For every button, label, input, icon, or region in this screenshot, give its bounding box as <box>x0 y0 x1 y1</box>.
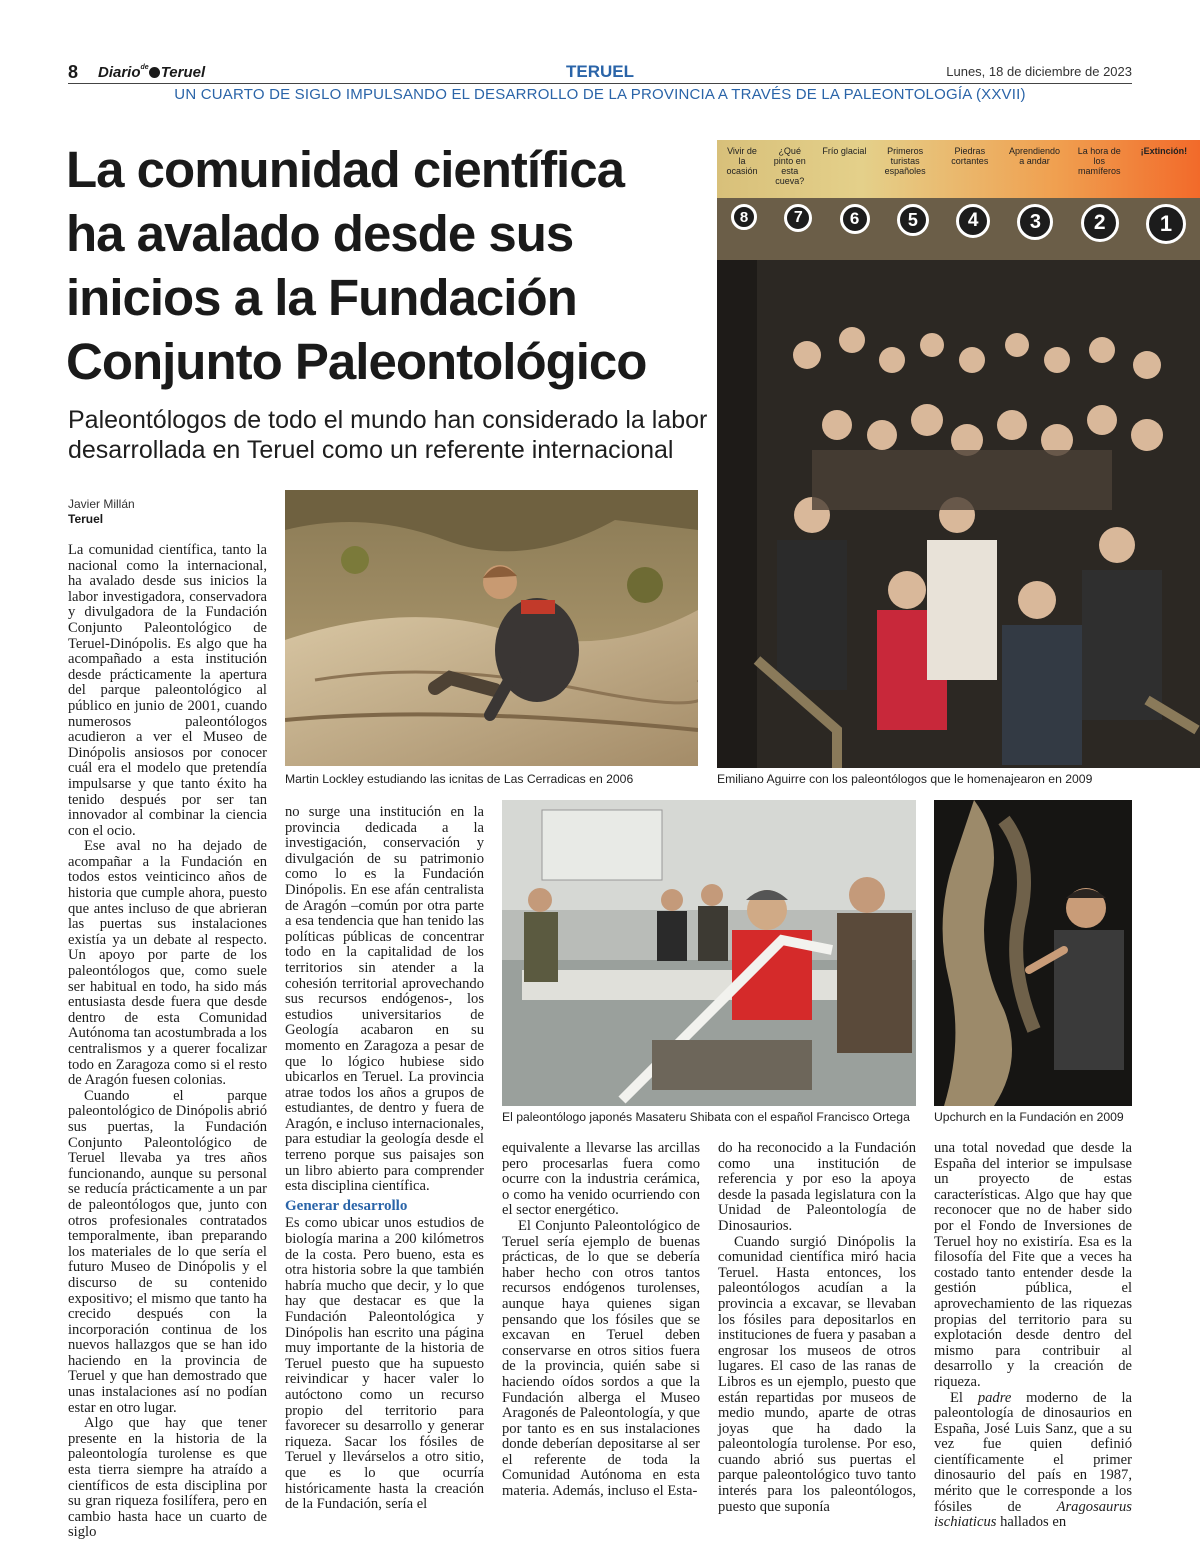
photo-shibata <box>502 800 916 1106</box>
column-3 <box>502 1141 700 1500</box>
paragraph: Ese aval no ha dejado de acompañar a la Fundación en todos estos veinticinco años de historia que cumple ahora, puesto que antes incluso de que abrieran las puertas sus instalaciones existía ya un debate al respecto. Un apoyo por parte de los paleontólogos que, como suele ser habitual en todo, ha sido más entusiasta desde fuera que desde dentro de esta Comunidad Autónoma tan acostumbrada a los centralismos y a querer focalizar todo en Zaragoza como si el resto de Aragón fuesen colonias. <box>68 838 267 1089</box>
species-name: Aragosaurus ischiaticus <box>934 1498 1132 1531</box>
column-1 <box>68 543 267 1541</box>
paragraph: Cuando surgió Dinópolis la comunidad científica miró hacia Teruel. Hasta entonces, los paleontólogos acudían a la provincia a excavar, se llevaban los fósiles para depositarlos en instituciones de fuera y pasaban a engrosar los museos de otros lugares. El caso de las ranas de Libros es un ejemplo, puesto que están repartidas por museos de medio mundo, aparte de otras joyas que ha dado la paleontología turolense. Por eso, cuando abrió sus puertas el parque paleontológico tuvo tanto interés para los paleontólogos, puesto que suponía <box>718 1233 916 1515</box>
series-title: UN CUARTO DE SIGLO IMPULSANDO EL DESARROLLO DE LA PROVINCIA A TRAVÉS DE LA PALEONTOLOGÍA (XXVII) <box>174 86 1026 103</box>
photo-upchurch <box>934 800 1132 1106</box>
subhead-generar-desarrollo: Generar desarrollo <box>285 1197 408 1214</box>
paragraph: La comunidad científica, tanto la nacional como la internacional, ha avalado desde sus inicios la labor investigadora, conservadora y divulgadora de la Fundación Conjunto Paleontológico de Teruel-Dinópolis. Es algo que ha acompañado a esta institución desde prácticamente la apertura del parque paleontológico al público en junio de 2001, cuando numerosos paleontólogos acudieron a ver el Museo de Dinópolis ansiosos por conocer cuál era el modelo que pretendía impulsarse y que tanto éxito ha tenido después por ser tan innovador al combinar la ciencia con el ocio. <box>68 542 267 839</box>
column-5 <box>934 1141 1132 1531</box>
photo-shibata-illustration <box>502 800 916 1106</box>
timeline-label-3: Aprendiendo a andar <box>1008 146 1061 166</box>
location: Teruel <box>68 512 104 526</box>
photo-lockley <box>285 490 698 766</box>
timeline-label-6: Frío glacial <box>822 146 867 156</box>
timeline-number-7: 7 <box>784 204 812 232</box>
paragraph: Cuando el parque paleontológico de Dinópolis abrió sus puertas, la Fundación Conjunto Paleontológico de Teruel llevaba ya tres años funcionando, aunque su personal se reducía prácticamente a un par de paleontólogos que, junto con otros profesionales contratados temporalmente, iban preparando los materiales de lo que sería el futuro Museo de Dinópolis y el discurso de su contenido expositivo; el mismo que tanto ha crecido después con la incorporación continua de los nuevos hallazgos que se han ido haciendo en la provincia de Teruel y que han demostrado que unas instalaciones así no podían estar en otro lugar. <box>68 1087 268 1416</box>
timeline-number-1: 1 <box>1146 204 1186 244</box>
timeline-label-7: ¿Qué pinto en esta cueva? <box>773 146 806 186</box>
caption-shibata: El paleontólogo japonés Masateru Shibata con el español Francisco Ortega <box>502 1110 910 1124</box>
headline: La comunidad científica ha avalado desde sus inicios a la Fundación Conjunto Paleontológico <box>66 141 647 390</box>
timeline-label-5: Primeros turistas españoles <box>884 146 926 176</box>
column-4 <box>718 1141 916 1515</box>
caption-aguirre: Emiliano Aguirre con los paleontólogos que le homenajearon en 2009 <box>717 772 1093 786</box>
photo-upchurch-illustration <box>934 800 1132 1106</box>
paragraph: no surge una institución en la provincia dedicada a la investigación, conservación y divulgación de su patrimonio como lo es la Fundación Dinópolis. En ese afán centralista de Aragón –común por otra parte a esa tendencia que han tenido las políticas públicas de concentrar todo en la capitalidad de los territorios sin atender a la cohesión territorial aprovechando sus recursos endógenos-, los estudios universitarios de Geología acabaron en su momento en Zaragoza a pesar de que lo lógico hubiese sido ubicarlos en Teruel. La provincia atrae todos los años a grupos de estudiantes, de dentro y fuera de Aragón, e incluso internacionales, para estudiar la geología desde el terreno porque sus paisajes son un libro abierto para comprender esta disciplina científica. <box>285 804 484 1195</box>
timeline-number-8: 8 <box>731 204 757 230</box>
group-illustration <box>717 260 1200 768</box>
timeline-numbers <box>717 204 1200 254</box>
paragraph: do ha reconocido a la Fundación como una institución de referencia y por eso la apoya desde la pasada legislatura con la Unidad de Paleontología de Dinosaurios. <box>718 1140 916 1234</box>
timeline-number-4: 4 <box>956 204 990 238</box>
logo-prefix: Diario <box>98 64 141 81</box>
author: Javier Millán <box>68 497 135 511</box>
section-label: TERUEL <box>566 62 634 81</box>
logo-name: Teruel <box>160 64 206 81</box>
timeline-label-1: ¡Extinción! <box>1140 146 1188 156</box>
paragraph: Algo que hay que tener presente en la historia de la paleontología turolense es que esta tierra siempre ha atraído a científicos de esta disciplina por su gran riqueza fosilífera, pero en cambio hasta hace un cuarto de siglo <box>68 1415 267 1541</box>
photo-lockley-illustration <box>285 490 698 766</box>
timeline-label-4: Piedras cortantes <box>951 146 989 166</box>
logo-de: de <box>140 64 149 71</box>
timeline-number-6: 6 <box>840 204 870 234</box>
paragraph <box>934 1391 1132 1531</box>
timeline-banner <box>717 140 1200 260</box>
photo-aguirre <box>717 140 1200 768</box>
text-run: moderno de la paleontología de dinosaurios en España, José Luis Sanz, que a su vez fue quien definió científicamente el primer dinosaurio del país en 1987, mérito que le corresponde a los fósiles de <box>934 1389 1132 1515</box>
timeline-number-2: 2 <box>1081 204 1119 242</box>
timeline-label-2: La hora de los mamíferos <box>1077 146 1121 176</box>
timeline-number-3: 3 <box>1017 204 1053 240</box>
timeline-label-8: Vivir de la ocasión <box>726 146 758 176</box>
header-rule <box>68 83 1132 84</box>
text-run: hallados en <box>996 1514 1067 1531</box>
timeline-number-5: 5 <box>897 204 929 236</box>
text-run-italic: padre <box>977 1389 1012 1406</box>
issue-date: Lunes, 18 de diciembre de 2023 <box>946 64 1132 79</box>
caption-lockley: Martin Lockley estudiando las icnitas de Las Cerradicas en 2006 <box>285 772 634 786</box>
page-number: 8 <box>68 62 79 82</box>
text-run: El <box>950 1389 978 1406</box>
caption-upchurch: Upchurch en la Fundación en 2009 <box>934 1110 1124 1124</box>
column-2 <box>285 805 484 1513</box>
paragraph: una total novedad que desde la España del interior se impulsase un proyecto de estas características. Algo que hay que reconocer que no de haber sido por el Fondo de Inversiones de Teruel hoy no existiría. Esa es la filosofía del Fite que a veces ha costado tanto entender desde la gestión pública, el aprovechamiento de las riquezas propias del territorio para su explotación desde dentro del mismo para contribuir al desarrollo y la creación de riqueza. <box>934 1140 1132 1390</box>
paragraph: Es como ubicar unos estudios de biología marina a 200 kilómetros de la costa. Pero bueno, esta es otra historia sobre la que también habría mucho que decir, y lo que hay que destacar es que la Fundación Paleontológica y Dinópolis han escrito una página muy importante de la historia de Teruel puesto que ha supuesto reivindicar y hacer valer lo autóctono como un recurso propio del territorio para favorecer su desarrollo y generar riqueza. Sacar los fósiles de Teruel y llevárselos a otro sitio, que es lo que ocurría históricamente hasta la creación de la Fundación, sería el <box>285 1215 484 1513</box>
paragraph: equivalente a llevarse las arcillas pero procesarlas fuera como ocurre con la industria cerámica, o como ha venido ocurriendo con el sector energético. <box>502 1140 700 1219</box>
timeline-labels <box>717 146 1200 194</box>
subheadline: Paleontólogos de todo el mundo han considerado la labor desarrollada en Teruel como un referente internacional <box>68 406 708 464</box>
paragraph: El Conjunto Paleontológico de Teruel sería ejemplo de buenas prácticas, de lo que se debería haber hecho con otros tantos recursos endógenos turolenses, aunque haya quienes sigan pensando que los fósiles que se excavan en Teruel deben conservarse en otros sitios fuera de la provincia, quién sabe si haciendo oídos sordos a que la Fundación alberga el Museo Aragonés de Paleontología, y que por tanto es en sus instalaciones donde deberían depositarse al ser el referente de toda la Comunidad Autónoma en esta materia. Además, incluso el Esta- <box>502 1217 700 1500</box>
